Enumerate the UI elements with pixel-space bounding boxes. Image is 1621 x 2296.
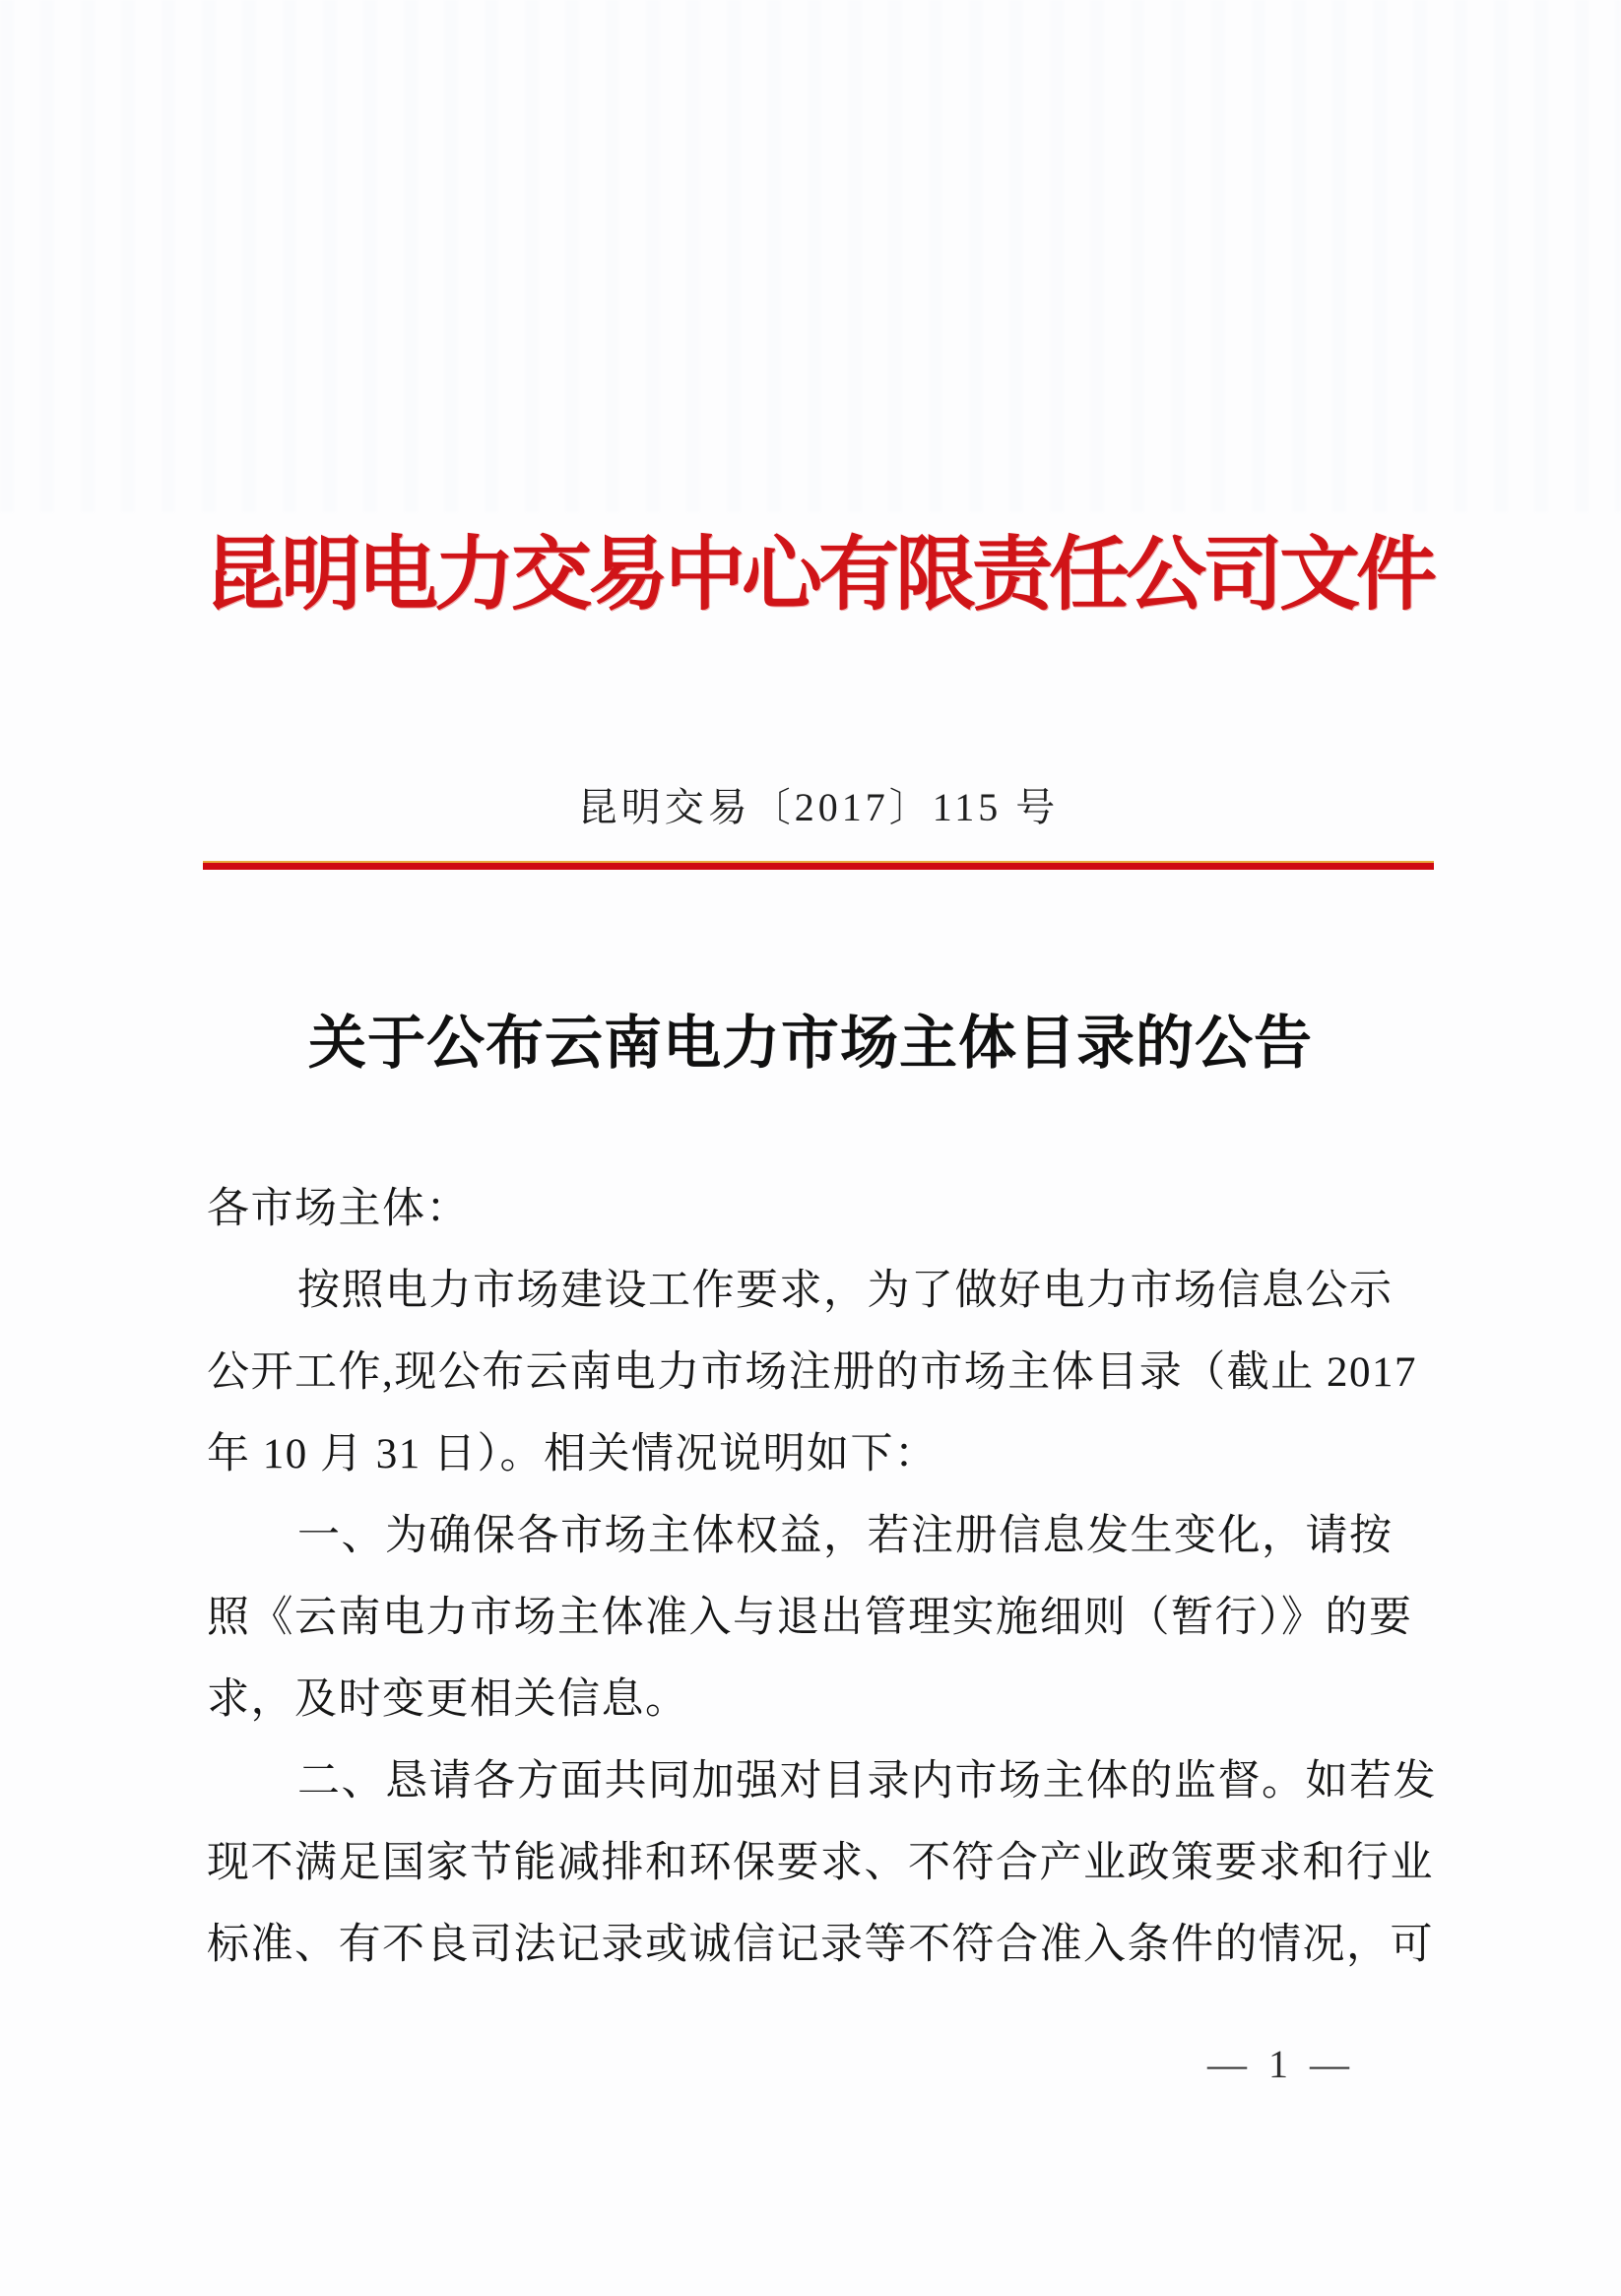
- document-number: 昆明交易〔2017〕115 号: [577, 785, 1060, 829]
- body-text-block: [207, 1168, 1437, 1986]
- body-line: 二、恳请各方面共同加强对目录内市场主体的监督。如若发: [297, 1758, 1437, 1804]
- page-number: — 1 —: [1207, 2042, 1355, 2086]
- body-line: 按照电力市场建设工作要求，为了做好电力市场信息公示: [297, 1268, 1394, 1314]
- announcement-title: 关于公布云南电力市场主体目录的公告: [307, 1011, 1313, 1076]
- body-line: 照《云南电力市场主体准入与退出管理实施细则（暂行）》的要: [207, 1595, 1413, 1641]
- scan-bleedthrough-texture: [0, 0, 1621, 512]
- body-line: 标准、有不良司法记录或诚信记录等不符合准入条件的情况，可: [207, 1922, 1434, 1968]
- body-line: 现不满足国家节能减排和环保要求、不符合产业政策要求和行业: [207, 1840, 1434, 1886]
- body-line: 公开工作,现公布云南电力市场注册的市场主体目录（截止 2017: [207, 1349, 1417, 1396]
- salutation-line: 各市场主体：: [207, 1186, 470, 1232]
- body-line: 年 10 月 31 日）。相关情况说明如下：: [207, 1431, 939, 1477]
- red-separator-rule: [203, 861, 1434, 870]
- body-line: 一、为确保各市场主体权益，若注册信息发生变化，请按: [297, 1513, 1394, 1559]
- body-line: 求，及时变更相关信息。: [207, 1676, 689, 1723]
- masthead-title: 昆明电力交易中心有限责任公司文件: [203, 530, 1433, 620]
